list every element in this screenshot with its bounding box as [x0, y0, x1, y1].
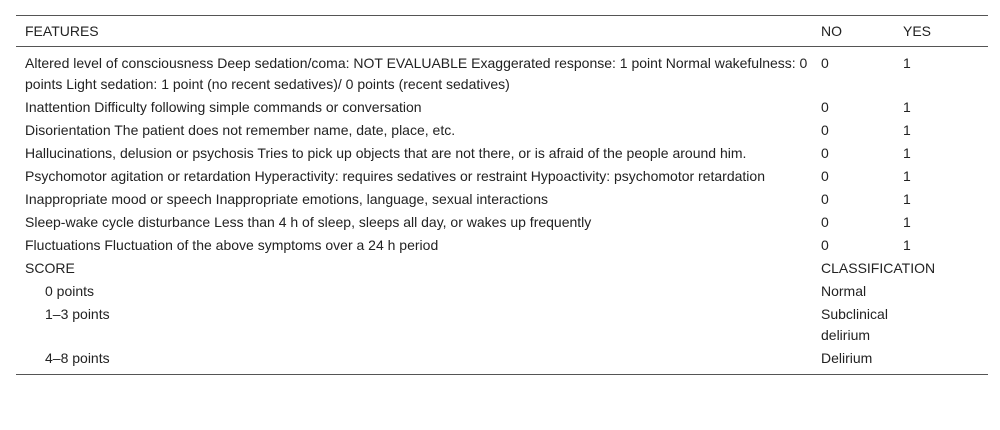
no-value-cell: 0	[821, 214, 829, 230]
table-header	[16, 16, 988, 47]
no-value-cell: 0	[821, 191, 829, 207]
feature-cell: Disorientation The patient does not remember name, date, place, etc.	[25, 122, 456, 138]
feature-cell: Sleep-wake cycle disturbance Less than 4 h of sleep, sleeps all day, or wakes up frequently	[25, 214, 592, 230]
score-row	[16, 347, 988, 375]
yes-value-cell: 1	[903, 168, 911, 184]
feature-cell: Altered level of consciousness Deep sedation/coma: NOT EVALUABLE Exaggerated response: 1 point Normal wakefulness: 0 points Light sedation: 1 point (no recent sedatives)/ 0 points (recent sedatives)	[25, 55, 808, 92]
no-value-cell: 0	[821, 237, 829, 253]
header-no: NO	[812, 16, 894, 47]
empty-cell	[894, 347, 988, 375]
empty-cell	[894, 303, 988, 347]
feature-row	[16, 142, 988, 165]
yes-value-cell: 1	[903, 55, 911, 71]
feature-row	[16, 188, 988, 211]
classification-value: Delirium	[812, 347, 894, 375]
score-row	[16, 280, 988, 303]
score-range-label: 1–3 points	[45, 306, 110, 322]
delirium-screening-table	[16, 15, 988, 375]
feature-cell: Fluctuations Fluctuation of the above symptoms over a 24 h period	[25, 237, 439, 253]
classification-header: CLASSIFICATION	[821, 260, 936, 276]
feature-cell: Inattention Difficulty following simple commands or conversation	[25, 99, 422, 115]
no-value-cell: 0	[821, 145, 829, 161]
yes-value-cell: 1	[903, 191, 911, 207]
feature-row	[16, 165, 988, 188]
table-body	[16, 47, 988, 375]
feature-row	[16, 96, 988, 119]
score-header: SCORE	[25, 260, 75, 276]
header-row	[16, 16, 988, 47]
classification-value: Normal	[821, 283, 867, 299]
feature-row	[16, 211, 988, 234]
empty-cell	[894, 280, 988, 303]
score-range-label: 4–8 points	[16, 347, 812, 375]
feature-cell: Hallucinations, delusion or psychosis Tries to pick up objects that are not there, or is afraid of the people around him.	[25, 145, 747, 161]
feature-cell: Inappropriate mood or speech Inappropriate emotions, language, sexual interactions	[25, 191, 548, 207]
yes-value-cell: 1	[903, 122, 911, 138]
no-value-cell: 0	[821, 122, 829, 138]
feature-row	[16, 234, 988, 257]
delirium-screening-table-container	[16, 15, 988, 375]
no-value-cell: 0	[821, 55, 829, 71]
yes-value-cell: 1	[903, 237, 911, 253]
yes-value-cell: 1	[903, 145, 911, 161]
feature-row	[16, 119, 988, 142]
yes-value-cell: 1	[903, 99, 911, 115]
no-value-cell: 0	[821, 168, 829, 184]
classification-value: Subclinical delirium	[821, 306, 888, 343]
yes-value-cell: 1	[903, 214, 911, 230]
score-range-label: 0 points	[45, 283, 95, 299]
feature-cell: Psychomotor agitation or retardation Hyperactivity: requires sedatives or restraint Hypoactivity: psychomotor retardation	[25, 168, 765, 184]
score-header-row	[16, 257, 988, 280]
header-yes: YES	[894, 16, 988, 47]
score-row	[16, 303, 988, 347]
header-features: FEATURES	[16, 16, 812, 47]
feature-row	[16, 47, 988, 97]
no-value-cell: 0	[821, 99, 829, 115]
